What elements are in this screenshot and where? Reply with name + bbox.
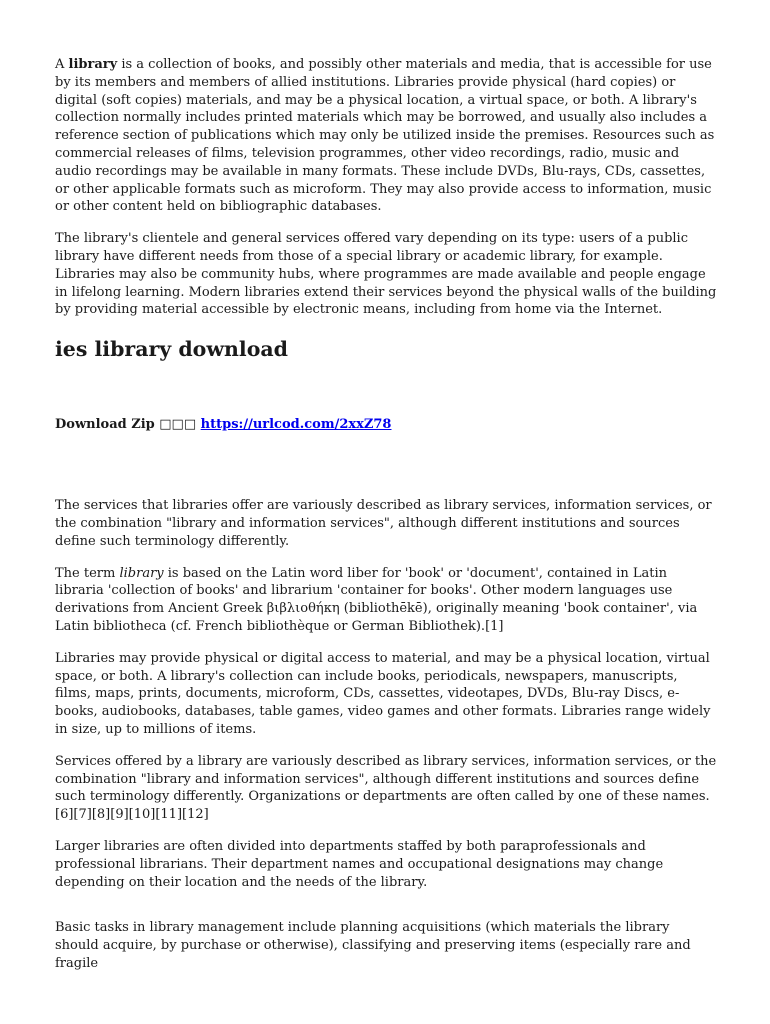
intro-paragraph-2: The library's clientele and general services offered vary depending on its type: users of a public library have different needs from those of a special library or academic library, for example. Libraries may also be community hubs, where programmes are made available and people engage in lifelong learning. Modern libraries extend their services beyond the physical walls of the building by providing material accessible by electronic means, including from home via the Internet.: [55, 231, 717, 318]
body-paragraph-5: Libraries may provide physical or digital access to material, and may be a physical location, virtual space, or both. A library's collection can include books, periodicals, newspapers, manuscripts, films, maps, prints, documents, microform, CDs, cassettes, videotapes, DVDs, Blu-ray Discs, e-books, audiobooks, databases, table games, video games and other formats. Libraries range widely in size, up to millions of items.: [55, 650, 711, 737]
p1-rest: is a collection of books, and possibly other materials and media, that is accessible for use by its members and members of allied institutions. Libraries provide physical (hard copies) or digital (soft copies) materials, and may be a physical location, a virtual space, or both. A library's collection normally includes printed materials which may be borrowed, and usually also includes a reference section of publications which may only be utilized inside the premises. Resources such as commercial releases of films, television programmes, other video recordings, radio, music and audio recordings may be available in many formats. These include DVDs, Blu-rays, CDs, cassettes, or other applicable formats such as microform. They may also provide access to information, music or other content held on bibliographic databases.: [55, 57, 715, 215]
spacer: [55, 434, 715, 497]
download-label: Download Zip □□□: [55, 417, 201, 433]
spacer: [55, 905, 715, 919]
body-paragraph-6: Services offered by a library are variously described as library services, information services, or the combination "library and information services", although different institutions and sources define such terminology differently. Organizations or departments are often called by one of these names.[6][7][8][9][10][11][12]: [55, 753, 717, 823]
body-paragraph-7: Larger libraries are often divided into departments staffed by both paraprofessionals and professional librarians. Their department names and occupational designations may change depending on their location and the needs of the library.: [55, 838, 664, 890]
body-paragraph-3: The services that libraries offer are variously described as library services, information services, or the combination "library and information services", although different institutions and sources define such terminology differently.: [55, 498, 712, 549]
download-link[interactable]: https://urlcod.com/2xxZ78: [200, 417, 392, 433]
body-paragraph-8: Basic tasks in library management include planning acquisitions (which materials the library should acquire, by purchase or otherwise), classifying and preserving items (especially rare and fragile: [55, 920, 691, 971]
intro-paragraph-1: [55, 56, 717, 216]
p1-prefix: A: [55, 57, 69, 72]
download-row: [55, 416, 715, 434]
library-term-bold: library: [68, 57, 118, 72]
library-term-italic: library: [119, 565, 164, 581]
section-heading: ies library download: [55, 337, 288, 362]
body-paragraph-4: [55, 565, 717, 636]
p4-rest: is based on the Latin word liber for 'book' or 'document', contained in Latin libraria 'collection of books' and librarium 'container for books'. Other modern languages use derivations from Ancient Greek βιβλιοθήκη (bibliothēkē), originally meaning 'book container', via Latin bibliotheca (cf. French bibliothèque or German Bibliothek).[1]: [55, 565, 698, 634]
p4-prefix: The term: [55, 565, 120, 581]
